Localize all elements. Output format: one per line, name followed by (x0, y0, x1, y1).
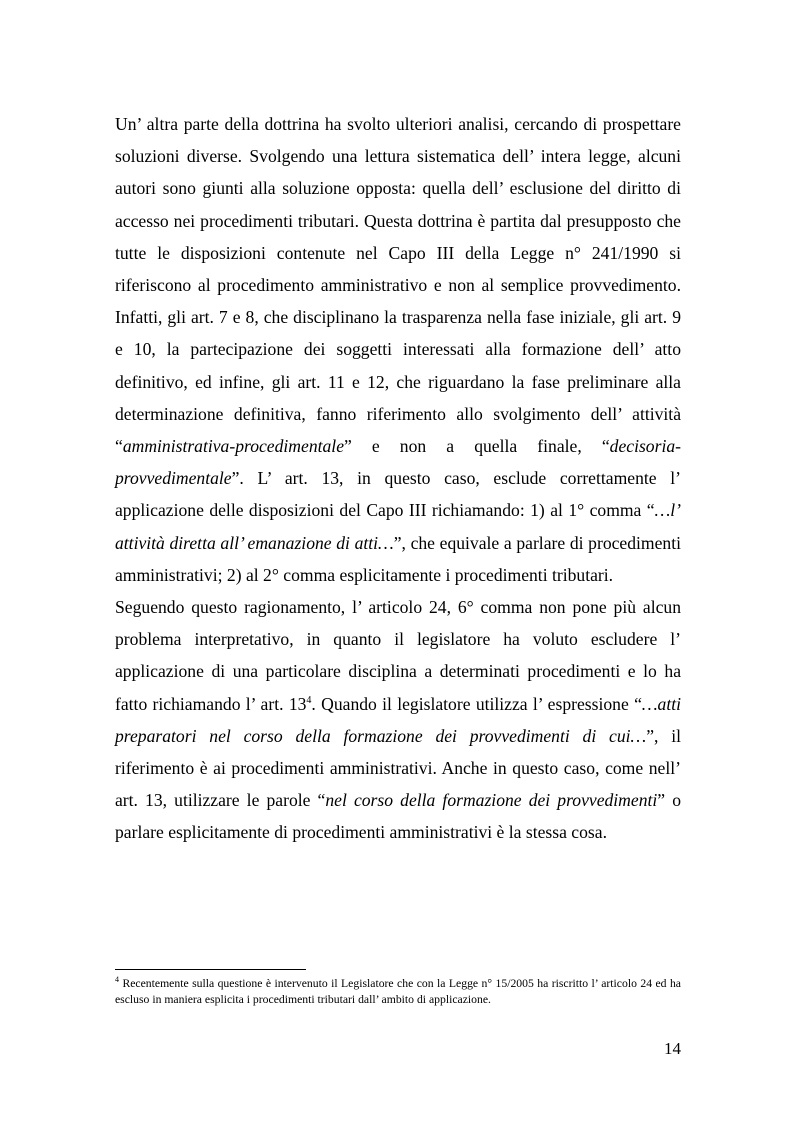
text-run: . Quando il legislatore utilizza l’ espressione “ (311, 693, 642, 714)
text-run: Un’ altra parte della dottrina ha svolto ulteriori analisi, cercando di prospettare soluzioni diverse. Svolgendo una lettura sistematica dell’ intera legge, alcuni autori sono giunti alla soluzione opposta: quella dell’ esclusione del diritto di accesso nei procedimenti tributari. Questa dottrina è partita dal presupposto che tutte le disposizioni contenute nel Capo III della Legge n° 241/1990 si riferiscono al procedimento amministrativo e non al semplice provvedimento. Infatti, gli art. 7 e 8, che disciplinano la trasparenza nella fase iniziale, gli art. 9 e 10, la partecipazione dei soggetti interessati alla formazione dell’ atto definitivo, ed infine, gli art. 11 e 12, che riguardano la fase preliminare alla determinazione definitiva, fanno riferimento allo svolgimento dell’ attività “ (115, 114, 681, 457)
footnote-reference: 4 (306, 694, 312, 706)
footnote-marker: 4 (115, 975, 119, 985)
text-run: ”, che equivale a parlare di procedimenti amministrativi; 2) al 2° comma esplicitamente i procedimenti tributari. (115, 532, 681, 585)
italic-phrase: amministrativa-procedimentale (122, 436, 344, 457)
text-run: ”. L’ art. 13, in questo caso, esclude correttamente l’ applicazione delle disposizioni del Capo III richiamando: 1) al 1° comma “ (115, 468, 681, 521)
text-run: ” e non a quella finale, “ (344, 436, 610, 457)
paragraph (115, 591, 681, 849)
footnote-text: Recentemente sulla questione è intervenuto il Legislatore che con la Legge n° 15/2005 ha riscritto l’ articolo 24 ed ha escluso in maniera esplicita i procedimenti tributari dall’ ambito di applicazione. (115, 977, 681, 1006)
body-text (115, 108, 681, 849)
italic-phrase: decisoria-provvedimentale (115, 436, 681, 489)
paragraph (115, 108, 681, 591)
italic-phrase: …atti preparatori nel corso della formazione dei provvedimenti di cui… (115, 693, 681, 746)
text-run: Seguendo questo ragionamento, l’ articolo 24, 6° comma non pone più alcun problema interpretativo, in quanto il legislatore ha voluto escludere l’ applicazione di una particolare disciplina a determinati procedimenti e lo ha fatto richiamando l’ art. 13 (115, 597, 681, 714)
text-run: ”, il riferimento è ai procedimenti amministrativi. Anche in questo caso, come nell’ art. 13, utilizzare le parole “ (115, 725, 681, 811)
text-run: ” o parlare esplicitamente di procedimenti amministrativi è la stessa cosa. (115, 790, 681, 843)
italic-phrase: …l’ attività diretta all’ emanazione di atti… (115, 500, 681, 553)
italic-phrase: nel corso della formazione dei provvedimenti (325, 790, 658, 811)
footnote (115, 976, 681, 1008)
footnote-separator (115, 969, 306, 970)
page-number: 14 (664, 1039, 681, 1058)
